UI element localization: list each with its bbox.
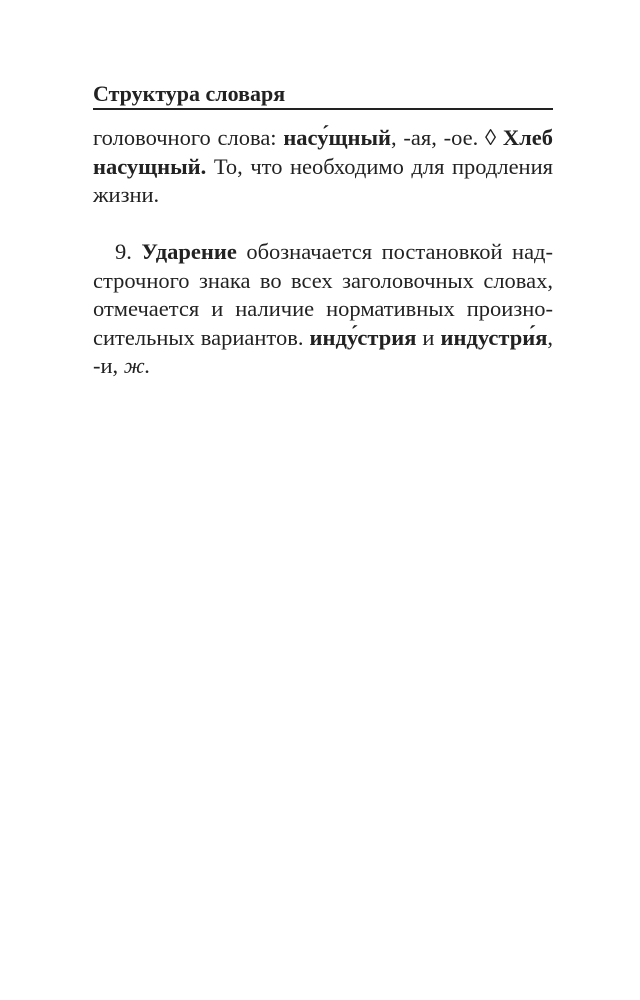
text: и [416, 324, 441, 350]
item-number: 9. [115, 239, 142, 264]
text-line [93, 352, 553, 381]
text-line [93, 324, 553, 353]
text: строчного знака во всех заголовочных словах, [93, 267, 553, 293]
paragraph-continuation [93, 124, 553, 210]
page-body [93, 124, 553, 381]
text: , -ая, -ое. ◊ [391, 125, 503, 150]
phrase: насущный. [93, 153, 207, 179]
term: Ударение [141, 239, 237, 264]
headword: индустри́я [440, 324, 548, 350]
text: обозначается постановкой над- [236, 239, 553, 264]
text-line [93, 267, 553, 296]
text-line [93, 295, 553, 324]
text-line [93, 181, 553, 210]
phrase: Хлеб [502, 125, 554, 150]
running-header: Структура словаря [93, 81, 286, 106]
grammar-label: ж. [123, 353, 151, 378]
headword: инду́стрия [309, 324, 417, 350]
text: головочного слова: [93, 125, 284, 150]
text-line [93, 238, 553, 267]
text: отмечается и наличие нормативных произно- [93, 296, 553, 321]
text: сительных вариантов. [93, 324, 310, 350]
text-line [93, 153, 553, 182]
text: жизни. [93, 182, 160, 207]
header-rule [93, 108, 553, 110]
text-line [93, 124, 553, 153]
paragraph-stress [93, 238, 553, 381]
text: , [547, 324, 553, 350]
headword: насу́щный [283, 125, 391, 150]
text: То, что необходимо для продления [206, 153, 553, 179]
text: -и, [93, 353, 124, 378]
